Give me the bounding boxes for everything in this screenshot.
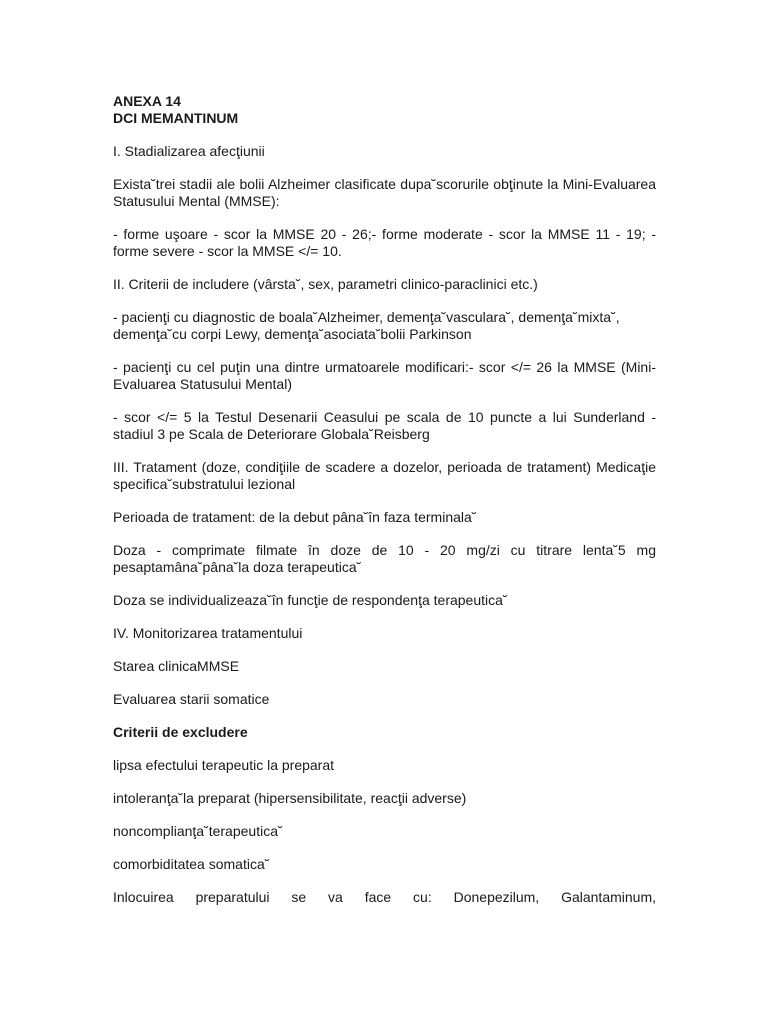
paragraph-forms: - forme uşoare - scor la MMSE 20 - 26;- forme moderate - scor la MMSE 11 - 19; - forme severe - scor la MMSE </= 10. bbox=[113, 226, 656, 259]
exclusion-item-intolerance: intoleranţa˘la preparat (hipersensibilitate, reacţii adverse) bbox=[113, 790, 467, 806]
exclusion-item-noncompliance: noncomplianţa˘terapeutica˘ bbox=[113, 823, 283, 839]
annex-title: ANEXA 14 bbox=[113, 93, 181, 109]
paragraph-mmse-score: - pacienţi cu cel puţin una dintre urmatoarele modificari:- scor </= 26 la MMSE (Mini-Evaluarea Statusului Mental) bbox=[113, 359, 656, 392]
section-2-heading: II. Criterii de includere (vârsta˘, sex, parametri clinico-paraclinici etc.) bbox=[113, 276, 538, 292]
exclusion-criteria-heading: Criterii de excludere bbox=[113, 724, 248, 740]
paragraph-clock-test: - scor </= 5 la Testul Desenarii Ceasului pe scala de 10 puncte a lui Sunderland - stadiul 3 pe Scala de Deteriorare Globala˘Reisberg bbox=[113, 409, 656, 442]
document-header bbox=[113, 93, 656, 127]
paragraph-diagnosis: - pacienţi cu diagnostic de boala˘Alzheimer, demenţa˘vasculara˘, demenţa˘mixta˘, demenţa˘cu corpi Lewy, demenţa˘asociata˘bolii Parkinson bbox=[113, 309, 620, 342]
paragraph-treatment-period: Perioada de tratament: de la debut pâna˘în faza terminala˘ bbox=[113, 509, 477, 525]
paragraph-dose: Doza - comprimate filmate în doze de 10 - 20 mg/zi cu titrare lenta˘5 mg pesaptamâna˘pâna˘la doza terapeutica˘ bbox=[113, 542, 656, 575]
document-page bbox=[113, 93, 656, 922]
drug-name-title: DCI MEMANTINUM bbox=[113, 110, 239, 126]
exclusion-item-no-effect: lipsa efectului terapeutic la preparat bbox=[113, 757, 335, 773]
exclusion-item-comorbidity: comorbiditatea somatica˘ bbox=[113, 856, 270, 872]
section-3-heading: III. Tratament (doze, condiţiile de scadere a dozelor, perioada de tratament) Medicaţie specifica˘substratului lezional bbox=[113, 459, 656, 492]
paragraph-replacement: Inlocuirea preparatului se va face cu: Donepezilum, Galantaminum, bbox=[113, 889, 656, 905]
section-4-heading: IV. Monitorizarea tratamentului bbox=[113, 625, 303, 641]
paragraph-clinical-state: Starea clinicaMMSE bbox=[113, 658, 240, 674]
section-1-heading: I. Stadializarea afecţiunii bbox=[113, 143, 265, 159]
paragraph-dose-individual: Doza se individualizeaza˘în funcţie de respondenţa terapeutica˘ bbox=[113, 592, 508, 608]
paragraph-somatic-evaluation: Evaluarea starii somatice bbox=[113, 691, 270, 707]
paragraph-stages: Exista˘trei stadii ale bolii Alzheimer clasificate dupa˘scorurile obţinute la Mini-Evaluarea Statusului Mental (MMSE): bbox=[113, 176, 656, 209]
